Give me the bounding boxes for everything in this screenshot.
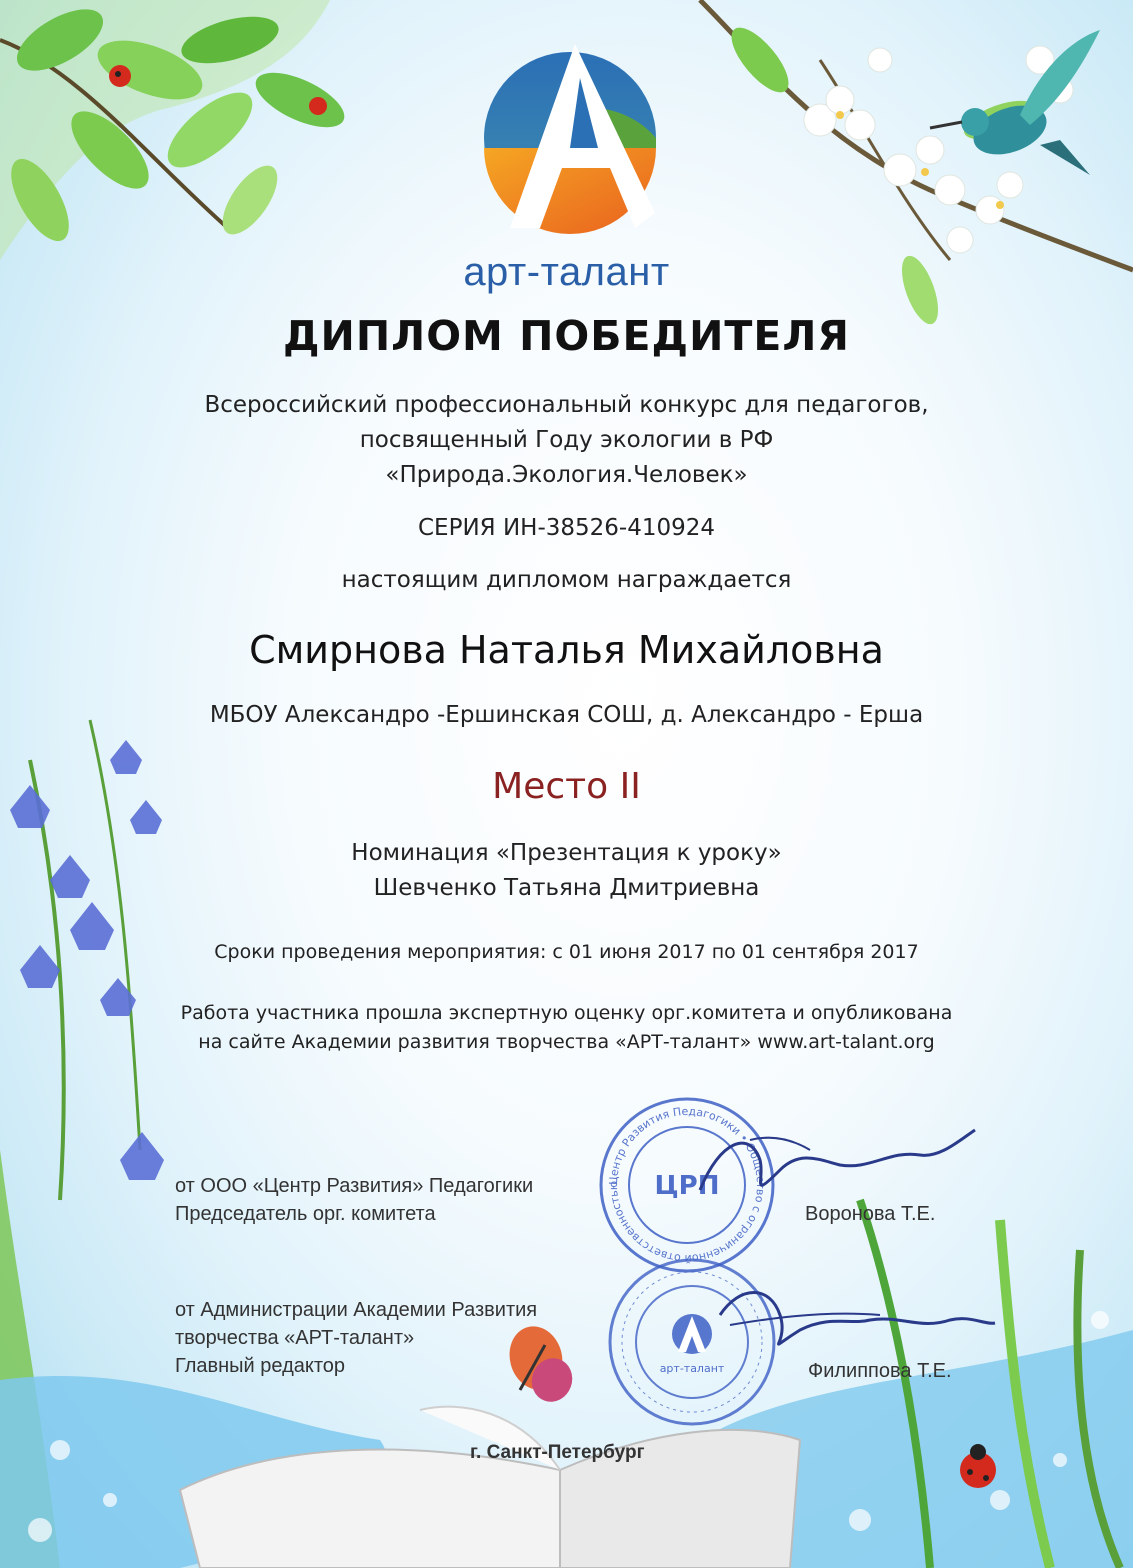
recipient-organization: МБОУ Александро -Ершинская СОШ, д. Александро - Ерша: [209, 702, 924, 728]
contest-name: «Природа.Экология.Человек»: [385, 462, 748, 488]
signatory-2-name: Филиппова Т.Е.: [808, 1360, 952, 1382]
signatory-2-role: Главный редактор: [175, 1355, 346, 1377]
city-label: г. Санкт-Петербург: [470, 1442, 645, 1463]
signatory-2-block: [175, 1296, 537, 1380]
diploma-title: ДИПЛОМ ПОБЕДИТЕЛЯ: [283, 312, 850, 360]
signature-voronova: [690, 1120, 980, 1210]
signatory-2-org: от Администрации Академии Развития: [175, 1299, 538, 1321]
work-note-line: Работа участника прошла экспертную оценку орг.комитета и опубликована: [180, 1002, 953, 1024]
signatory-1-org: от ООО «Центр Развития» Педагогики: [175, 1175, 534, 1197]
nomination: Номинация «Презентация к уроку»: [351, 840, 782, 866]
work-evaluation-note: [0, 999, 1133, 1057]
signatory-2-org-cont: творчества «АРТ-талант»: [175, 1327, 415, 1349]
supervisor-name: Шевченко Татьяна Дмитриевна: [373, 875, 760, 901]
contest-description: [0, 388, 1133, 493]
contest-line: посвященный Году экологии в РФ: [359, 427, 774, 453]
signatory-1-role: Председатель орг. комитета: [175, 1203, 436, 1225]
work-note-line: на сайте Академии развития творчества «АРТ-талант» www.art-talant.org: [198, 1031, 935, 1053]
nomination-block: [0, 836, 1133, 906]
signatory-1-block: [175, 1172, 533, 1228]
art-talant-logo-icon: [470, 38, 670, 238]
signatory-1-name: Воронова Т.Е.: [805, 1203, 936, 1225]
event-dates: Сроки проведения мероприятия: с 01 июня 2017 по 01 сентября 2017: [214, 941, 919, 963]
contest-line: Всероссийский профессиональный конкурс для педагогов,: [204, 392, 929, 418]
award-place: Место II: [492, 766, 641, 807]
stamp-ring-text: Центр Развития Педагогики • Общество с ограниченной ответственностью: [606, 1104, 768, 1266]
series-number: СЕРИЯ ИН-38526-410924: [417, 515, 716, 541]
recipient-name: Смирнова Наталья Михайловна: [249, 628, 884, 672]
brand-name: арт-талант: [463, 250, 670, 294]
stamp-center-text: ЦРП: [654, 1171, 720, 1201]
awarded-text: настоящим дипломом награждается: [341, 567, 792, 593]
stamp-brand-text: арт-талант: [659, 1362, 725, 1375]
signature-filippova: [700, 1275, 1000, 1365]
